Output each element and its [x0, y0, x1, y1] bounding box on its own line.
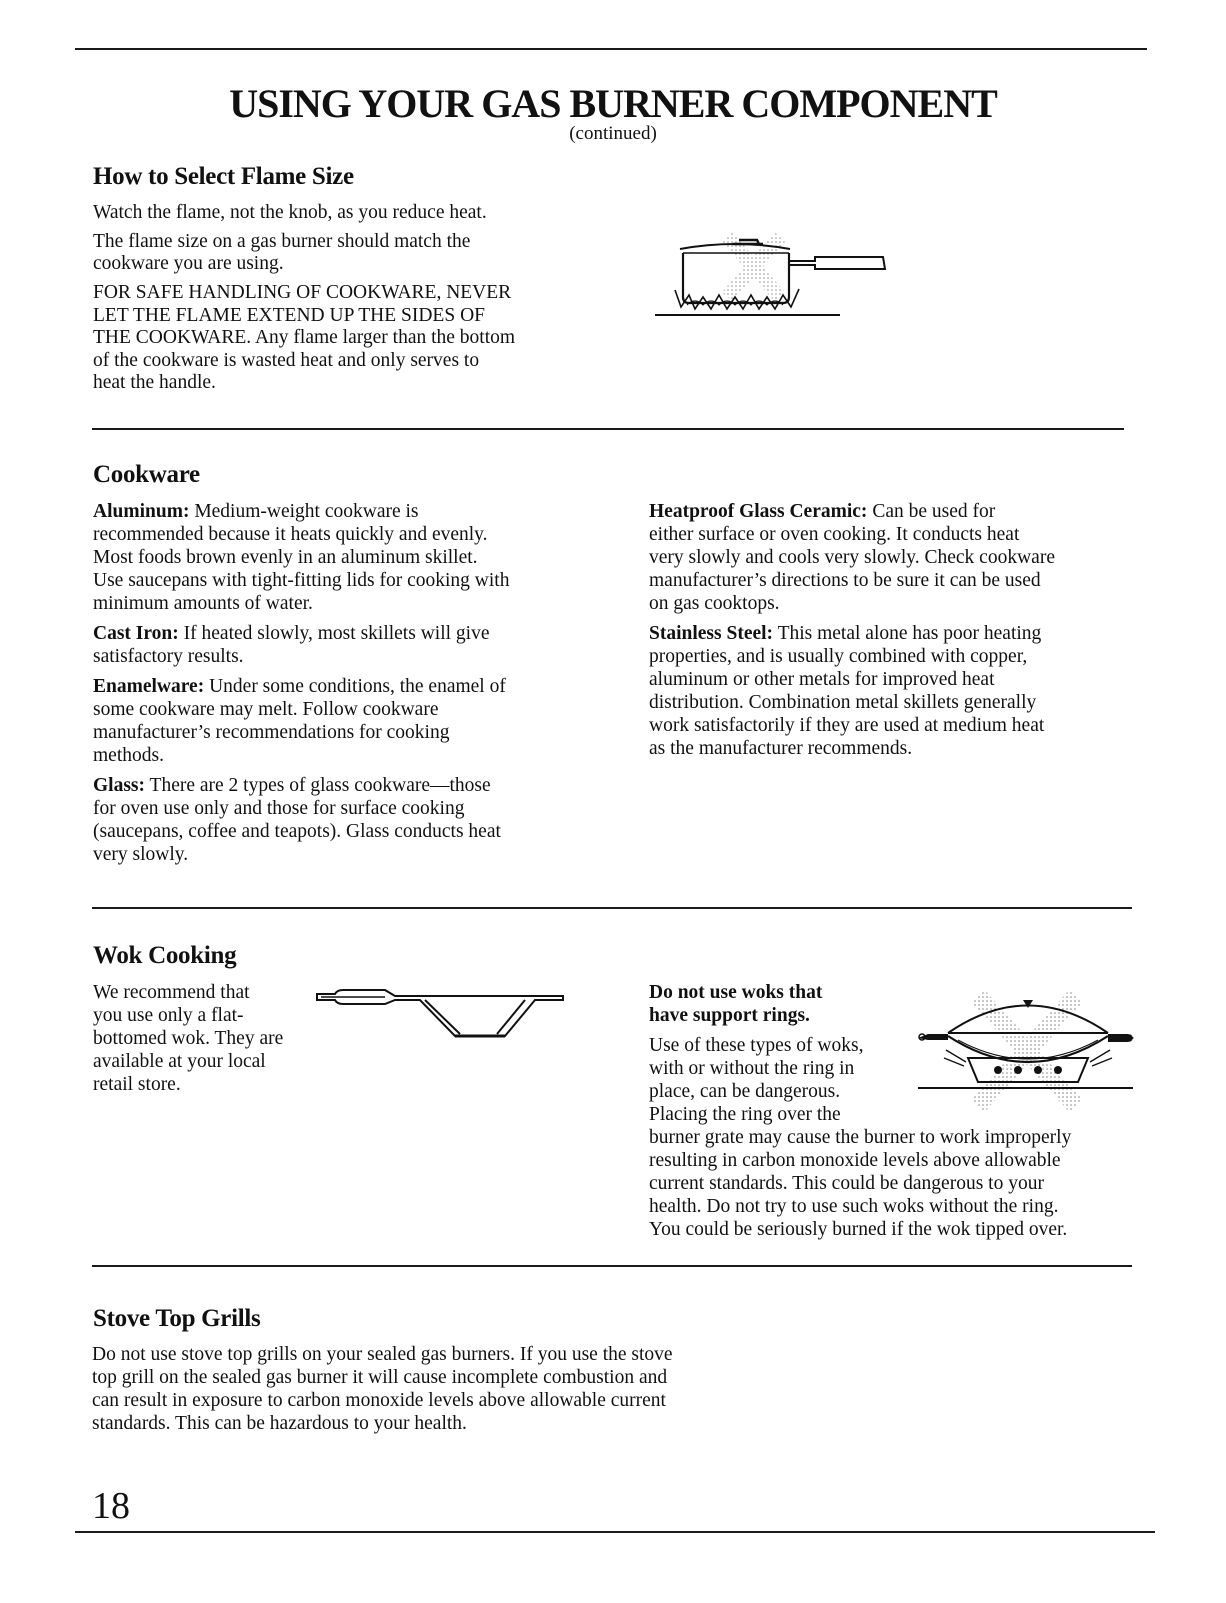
wok-right-line: health. Do not try to use such woks without the ring. [649, 1196, 1059, 1217]
flame-size-heading: How to Select Flame Size [93, 163, 354, 190]
wok-right-line: resulting in carbon monoxide levels above allowable [649, 1150, 1061, 1171]
cookware-line: as the manufacturer recommends. [649, 738, 913, 759]
cookware-line: methods. [93, 745, 164, 766]
grills-line: standards. This can be hazardous to your health. [92, 1413, 467, 1434]
cookware-line: very slowly. [93, 844, 189, 865]
flame-size-p3-line: heat the handle. [93, 372, 216, 393]
flame-size-p3-line: LET THE FLAME EXTEND UP THE SIDES OF [93, 304, 485, 326]
cookware-line: very slowly and cools very slowly. Check cookware [649, 547, 1055, 568]
cookware-term: Aluminum: [93, 501, 190, 522]
cookware-stainless-steel [649, 622, 1129, 760]
cookware-line: manufacturer’s directions to be sure it can be used [649, 570, 1041, 591]
cookware-left-column [93, 500, 623, 873]
wok-left-line: available at your local [93, 1051, 266, 1072]
cookware-enamelware [93, 675, 623, 767]
cookware-line: Can be used for [867, 501, 996, 522]
grills-line: top grill on the sealed gas burner it will cause incomplete combustion and [92, 1367, 668, 1388]
cookware-heading: Cookware [93, 461, 200, 488]
cookware-line: Most foods brown evenly in an aluminum skillet. [93, 547, 478, 568]
cookware-line: aluminum or other metals for improved heat [649, 669, 995, 690]
cookware-line: on gas cooktops. [649, 593, 780, 614]
wok-warning-line: have support rings. [649, 1005, 810, 1026]
wok-heading: Wok Cooking [93, 942, 237, 969]
cookware-line: (saucepans, coffee and teapots). Glass conducts heat [93, 821, 501, 842]
flame-size-p2-line: The flame size on a gas burner should match the [93, 231, 471, 252]
flame-size-p3-line: THE COOKWARE. Any flame larger than the bottom [93, 327, 516, 348]
cookware-line: Under some conditions, the enamel of [204, 676, 506, 697]
wok-right-line: with or without the ring in [649, 1058, 855, 1079]
cookware-line: distribution. Combination metal skillets generally [649, 692, 1037, 713]
cookware-line: satisfactory results. [93, 646, 244, 667]
flame-size-p1: Watch the flame, not the knob, as you reduce heat. [93, 202, 487, 223]
wok-warning-line: Do not use woks that [649, 982, 823, 1003]
cookware-line: some cookware may melt. Follow cookware [93, 699, 439, 720]
wok-support-ring-illustration [918, 988, 1133, 1118]
flame-size-text [93, 201, 613, 402]
flame-size-p3-line: FOR SAFE HANDLING OF COOKWARE, NEVER [93, 282, 512, 303]
flame-size-p2-line: cookware you are using. [93, 253, 284, 274]
section-divider [92, 907, 1132, 909]
grills-line: Do not use stove top grills on your sealed gas burners. If you use the stove [92, 1344, 673, 1365]
grills-paragraph [92, 1343, 772, 1435]
cookware-line: manufacturer’s recommendations for cooking [93, 722, 450, 743]
cookware-line: recommended because it heats quickly and evenly. [93, 524, 488, 545]
cookware-term: Stainless Steel: [649, 623, 774, 644]
wok-right-line: You could be seriously burned if the wok tipped over. [649, 1219, 1068, 1240]
cookware-term: Heatproof Glass Ceramic: [649, 501, 868, 522]
top-rule [75, 48, 1147, 50]
wok-right-line: Placing the ring over the [649, 1104, 841, 1125]
cookware-term: Enamelware: [93, 676, 205, 697]
grills-heading: Stove Top Grills [93, 1305, 261, 1332]
page-subtitle: (continued) [569, 123, 657, 144]
page-title: USING YOUR GAS BURNER COMPONENT [229, 81, 997, 126]
wok-left-line: you use only a flat- [93, 1005, 244, 1026]
wok-left-line: We recommend that [93, 982, 250, 1003]
cookware-glass-ceramic [649, 500, 1129, 615]
section-divider [92, 1265, 1132, 1267]
flame-size-p3 [93, 282, 613, 395]
wok-left-line: retail store. [93, 1074, 181, 1095]
grills-text [92, 1343, 772, 1442]
flat-bottom-wok-illustration [315, 988, 565, 1048]
cookware-line: This metal alone has poor heating [773, 623, 1042, 644]
cookware-line: If heated slowly, most skillets will give [178, 623, 490, 644]
cookware-glass [93, 774, 623, 866]
cookware-cast-iron [93, 622, 623, 668]
wok-left-paragraph [93, 981, 323, 1096]
cookware-line: Use saucepans with tight-fitting lids for cooking with [93, 570, 510, 591]
cookware-aluminum [93, 500, 623, 615]
wok-left-text [93, 981, 323, 1103]
cookware-line: for oven use only and those for surface cooking [93, 798, 465, 819]
cookware-right-column [649, 500, 1129, 767]
bottom-rule [75, 1531, 1155, 1533]
grills-line: can result in exposure to carbon monoxide levels above allowable current [92, 1390, 666, 1411]
cookware-line: Medium-weight cookware is [189, 501, 419, 522]
wok-right-line: burner grate may cause the burner to work improperly [649, 1127, 1072, 1148]
wok-left-line: bottomed wok. They are [93, 1028, 284, 1049]
section-divider [92, 428, 1124, 430]
wok-right-line: Use of these types of woks, [649, 1035, 864, 1056]
flame-size-p2 [93, 231, 613, 275]
wok-right-line: current standards. This could be dangerous to your [649, 1173, 1044, 1194]
saucepan-flame-illustration [655, 225, 890, 325]
cookware-term: Cast Iron: [93, 623, 179, 644]
page-number: 18 [92, 1485, 130, 1527]
cookware-line: There are 2 types of glass cookware—those [145, 775, 491, 796]
cookware-line: properties, and is usually combined with copper, [649, 646, 1028, 667]
cookware-line: work satisfactorily if they are used at medium heat [649, 715, 1045, 736]
wok-right-line: place, can be dangerous. [649, 1081, 841, 1102]
cookware-line: either surface or oven cooking. It conducts heat [649, 524, 1020, 545]
cookware-line: minimum amounts of water. [93, 593, 313, 614]
cookware-term: Glass: [93, 775, 146, 796]
flame-size-p3-line: of the cookware is wasted heat and only serves to [93, 349, 480, 371]
